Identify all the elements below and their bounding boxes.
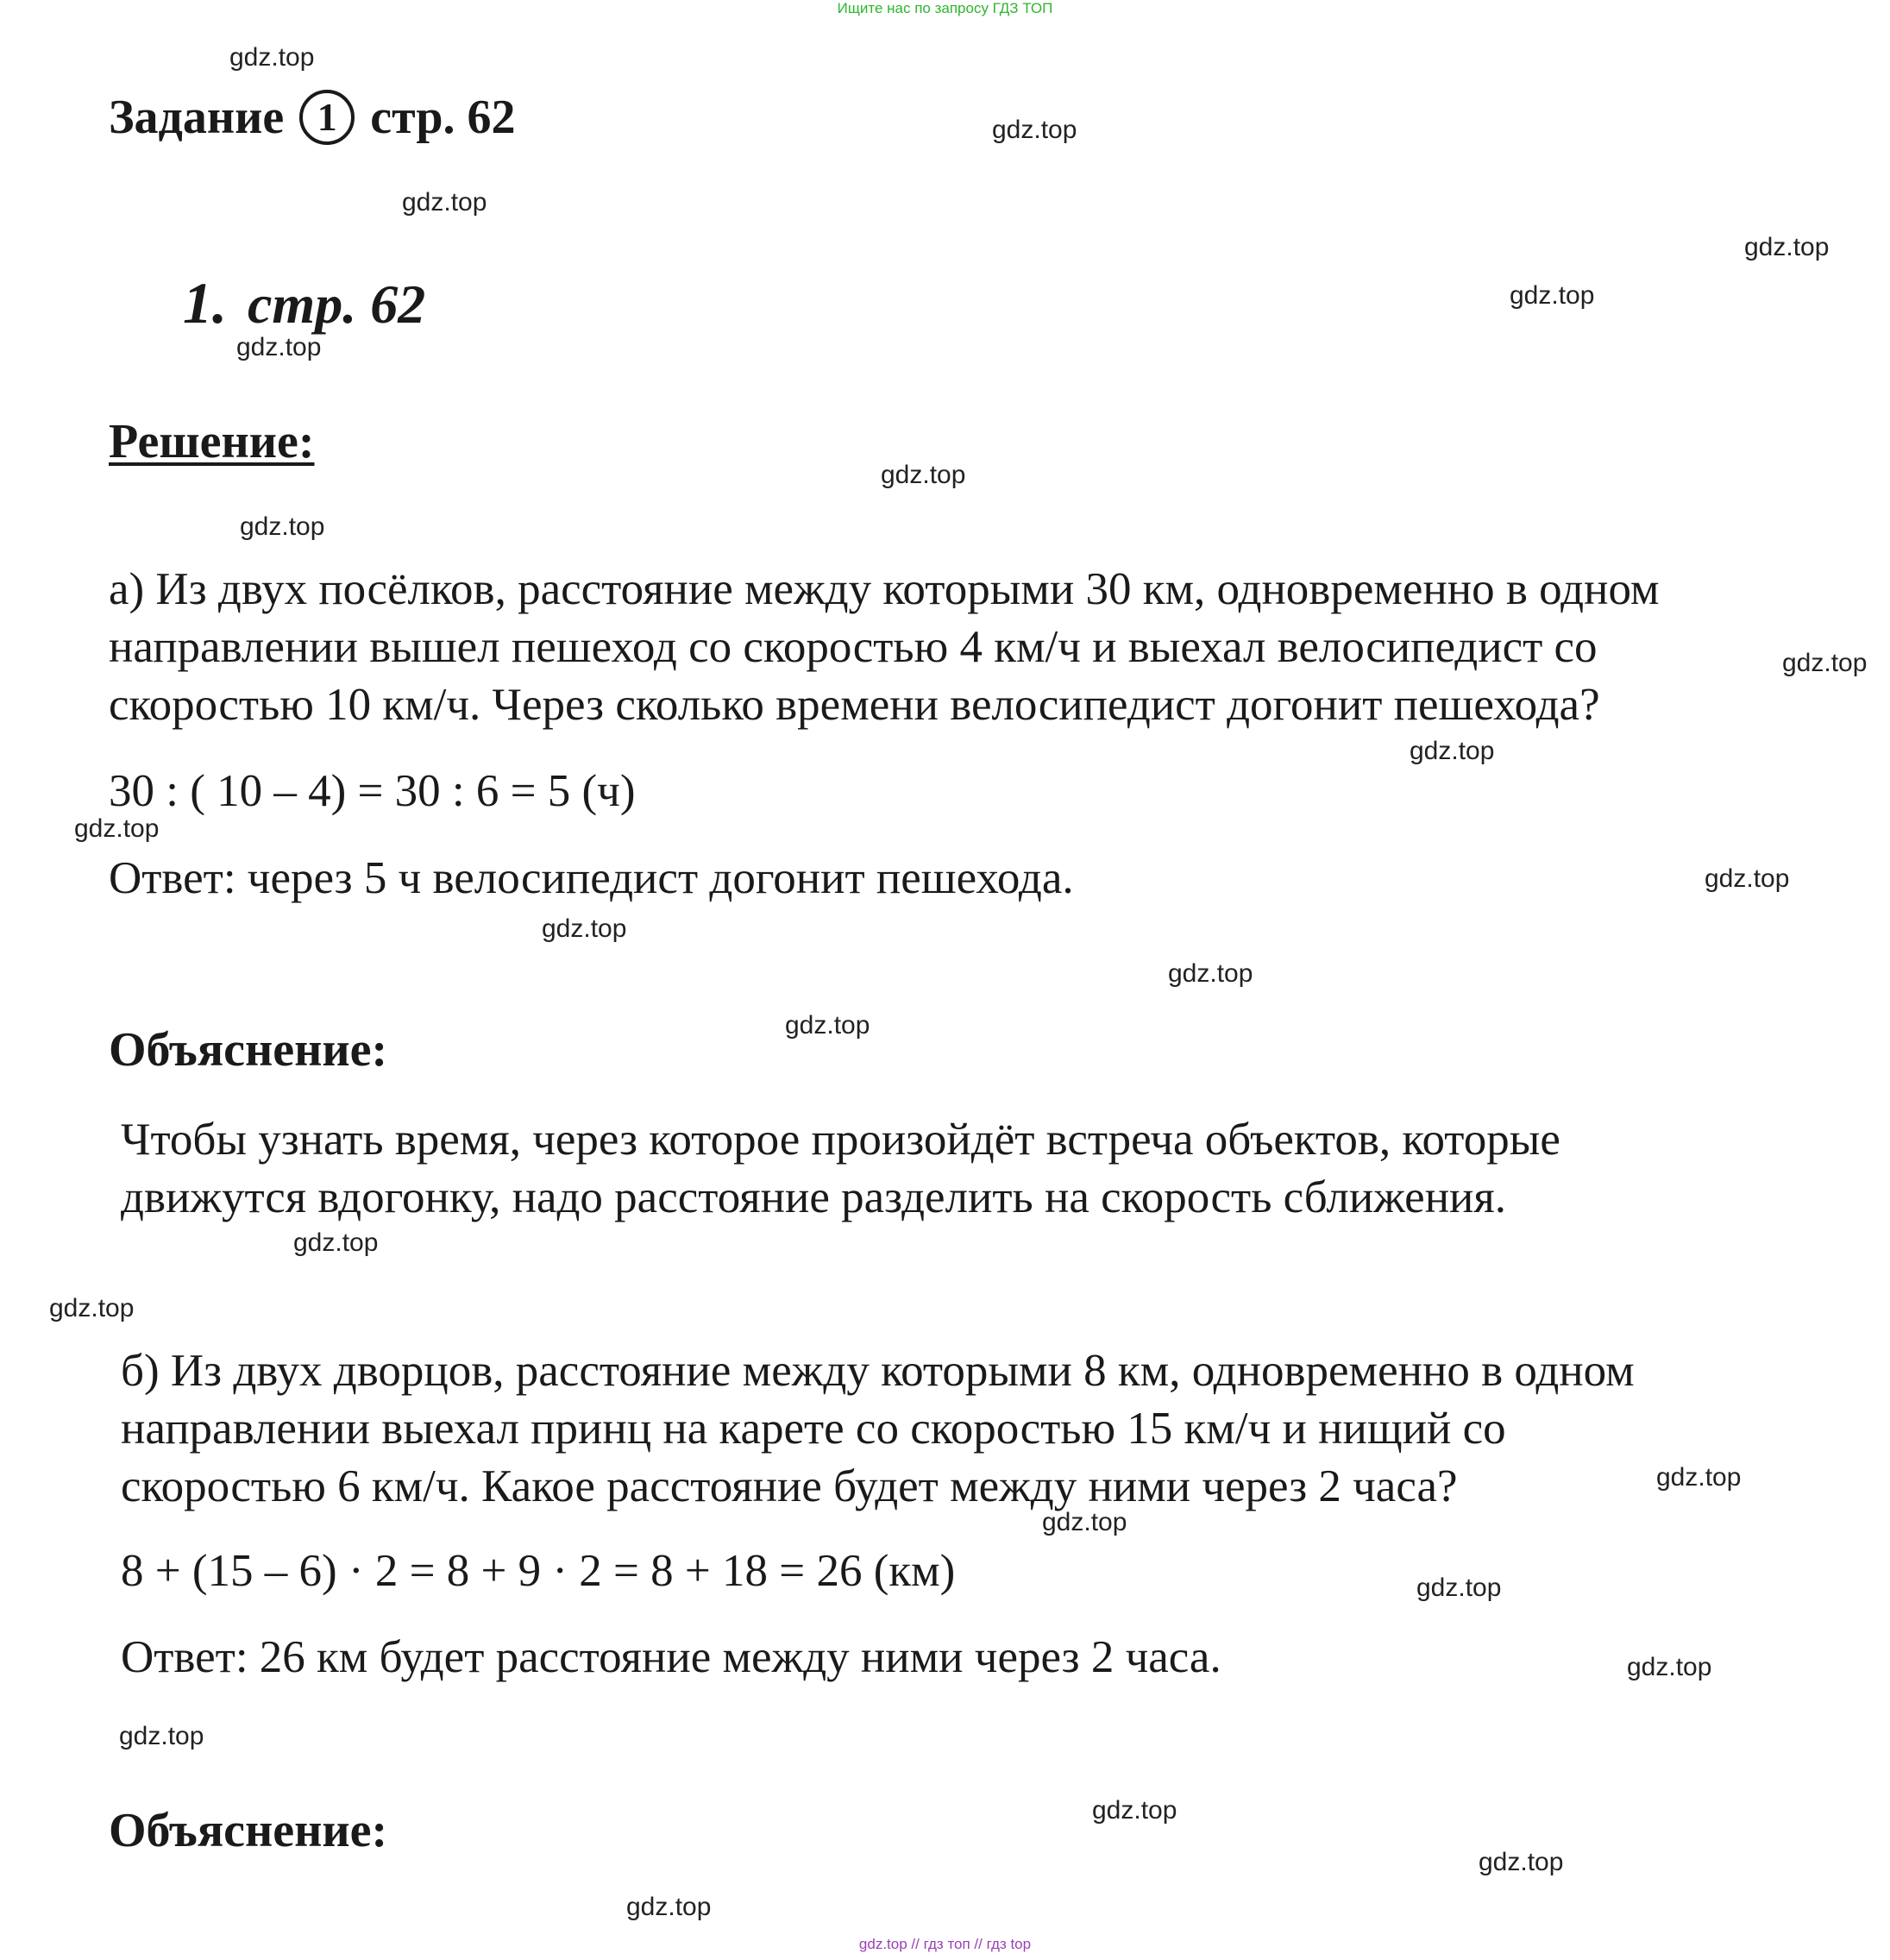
watermark: gdz.top [785, 1011, 870, 1040]
subtask-number: 1. [183, 270, 227, 336]
watermark: gdz.top [1656, 1463, 1742, 1492]
task-header [109, 90, 515, 145]
watermark: gdz.top [1510, 281, 1595, 310]
task-number-circle: 1 [299, 90, 355, 145]
watermark: gdz.top [240, 512, 325, 541]
subtask-header [183, 269, 425, 337]
watermark: gdz.top [542, 914, 627, 943]
part-b-problem-line: скоростью 6 км/ч. Какое расстояние будет между ними через 2 часа? [121, 1461, 1458, 1511]
part-b-equation: 8 + (15 – 6) · 2 = 8 + 9 · 2 = 8 + 18 = 26 (км) [121, 1546, 956, 1596]
explanation-1-line: Чтобы узнать время, через которое произойдёт встреча объектов, которые [121, 1115, 1560, 1165]
watermark: gdz.top [1092, 1796, 1177, 1825]
watermark: gdz.top [1416, 1574, 1502, 1602]
watermark: gdz.top [119, 1722, 204, 1750]
watermark: gdz.top [881, 461, 966, 489]
subtask-page: стр. 62 [248, 273, 426, 335]
watermark: gdz.top [1042, 1508, 1127, 1536]
watermark: gdz.top [1782, 649, 1868, 677]
part-a-equation: 30 : ( 10 – 4) = 30 : 6 = 5 (ч) [109, 766, 636, 816]
explanation-1 [121, 1111, 1560, 1227]
watermark: gdz.top [236, 333, 322, 361]
watermark: gdz.top [1705, 864, 1790, 893]
watermark: gdz.top [402, 188, 487, 217]
watermark: gdz.top [1479, 1848, 1564, 1876]
part-a-problem [109, 561, 1660, 734]
watermark: gdz.top [626, 1893, 712, 1921]
watermark: gdz.top [1410, 737, 1495, 765]
watermark: gdz.top [1168, 959, 1253, 988]
part-a-answer: Ответ: через 5 ч велосипедист догонит пешехода. [109, 853, 1074, 903]
task-page: стр. 62 [370, 91, 516, 144]
watermark: gdz.top [74, 814, 160, 843]
watermark: gdz.top [229, 43, 315, 72]
watermark: gdz.top [1744, 233, 1830, 261]
watermark: gdz.top [992, 116, 1077, 144]
explanation-1-line: движутся вдогонку, надо расстояние разделить на скорость сближения. [121, 1172, 1507, 1222]
part-b-problem-line: б) Из двух дворцов, расстояние между которыми 8 км, одновременно в одном [121, 1346, 1635, 1396]
solution-heading-text: Решение: [109, 415, 315, 468]
part-b-answer: Ответ: 26 км будет расстояние между ними через 2 часа. [121, 1632, 1221, 1682]
part-b-problem-line: направлении выехал принц на карете со скоростью 15 км/ч и нищий со [121, 1404, 1506, 1454]
watermark: gdz.top [293, 1228, 379, 1257]
part-a-problem-line: скоростью 10 км/ч. Через сколько времени велосипедист догонит пешехода? [109, 680, 1600, 730]
bottom-banner: gdz.top // гдз топ // гдз top [858, 1936, 1032, 1952]
part-b-problem [121, 1342, 1635, 1516]
watermark: gdz.top [49, 1294, 135, 1322]
part-a-problem-line: а) Из двух посёлков, расстояние между которыми 30 км, одновременно в одном [109, 564, 1660, 614]
top-banner: Ищите нас по запросу ГДЗ ТОП [837, 0, 1053, 16]
explanation-heading-2: Объяснение: [109, 1804, 388, 1857]
task-label: Задание [109, 91, 285, 144]
watermark: gdz.top [1627, 1653, 1712, 1681]
explanation-heading-1: Объяснение: [109, 1023, 388, 1077]
solution-heading [109, 414, 315, 469]
part-a-problem-line: направлении вышел пешеход со скоростью 4 км/ч и выехал велосипедист со [109, 622, 1598, 672]
